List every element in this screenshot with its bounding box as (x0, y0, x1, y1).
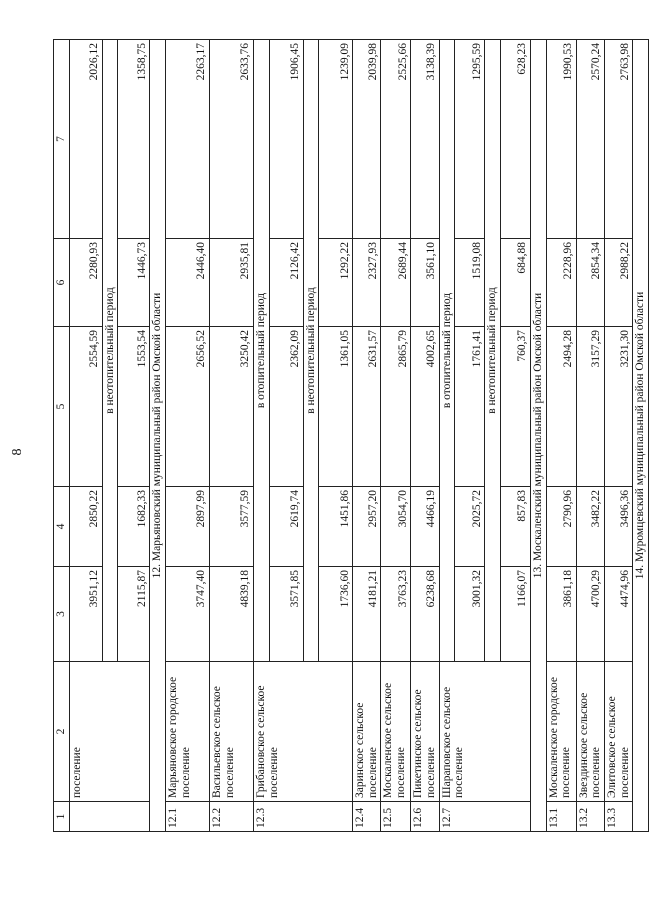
col-header-4: 4 (54, 487, 70, 567)
period-label: в отопительный период (253, 40, 269, 662)
page-number: 8 (10, 448, 25, 456)
table-row: 2115,87 1682,33 1553,54 1446,73 1358,75 (118, 40, 150, 832)
table-row: 13.2 Звездинское сельское поселение 4700,29 3482,22 3157,29 2854,34 2570,24 (576, 40, 604, 832)
table-row: 12.1 Марьяновское городское поселение 3747,40 2897,99 2656,52 2446,40 2263,17 (165, 40, 209, 832)
table-row: 12.6 Пикетинское сельское поселение 6238,68 4466,19 4002,65 3561,10 3138,39 (411, 40, 439, 832)
section-row (150, 40, 166, 832)
table-row: 13.1 Москаленское городское поселение 3861,18 2790,96 2494,28 2228,96 1990,53 (546, 40, 576, 832)
header-row (54, 40, 70, 832)
col-header-3: 3 (54, 567, 70, 662)
table-row: 12.5 Москаленское сельское поселение 3763,23 3054,70 2865,79 2689,44 2525,66 (381, 40, 411, 832)
col-header-6: 6 (54, 239, 70, 327)
col-header-5: 5 (54, 327, 70, 487)
document-page (53, 40, 647, 832)
period-label: в неотопительный период (303, 40, 319, 662)
col-header-1: 1 (54, 802, 70, 832)
tariff-table (53, 39, 649, 832)
table-row: 3571,85 2619,74 2362,09 2126,42 1906,45 (269, 40, 303, 832)
col-header-7: 7 (54, 40, 70, 239)
section-title: 13. Москаленский муниципальный район Омской области (531, 40, 547, 832)
period-label: в неотопительный период (102, 40, 118, 662)
table-row: поселение 3951,12 2850,22 2554,59 2280,93 2026,12 (69, 40, 102, 832)
table-row: 13.3 Элитовское сельское поселение 4474,96 3496,36 3231,30 2988,22 2763,98 (604, 40, 632, 832)
section-row (633, 40, 649, 832)
period-label: в отопительный период (439, 40, 455, 662)
table-row: 3001,32 2025,72 1761,41 1519,08 1295,59 (455, 40, 485, 832)
table-row: 12.4 Заринское сельское поселение 4181,21 2957,20 2631,57 2327,93 2039,98 (353, 40, 381, 832)
table-row: 1166,07 857,83 760,37 684,88 628,23 (501, 40, 531, 832)
section-row (531, 40, 547, 832)
section-title: 12. Марьяновский муниципальный район Омской области (150, 40, 166, 832)
period-label: в неотопительный период (485, 40, 501, 662)
table-row: 1736,60 1451,86 1361,05 1292,22 1239,09 (319, 40, 353, 832)
rotated-table-frame (53, 40, 647, 832)
col-header-2: 2 (54, 662, 70, 802)
period-row: 12.3 Грибановское сельское поселение в отопительный период (253, 40, 269, 832)
section-title: 14. Муромцевский муниципальный район Омской области (633, 40, 649, 832)
period-row: 12.7 Шараповское сельское поселение в отопительный период (439, 40, 455, 832)
row-name: поселение (69, 662, 150, 802)
table-row: 12.2 Васильевское сельское поселение 4839,18 3577,59 3250,42 2935,81 2633,76 (209, 40, 253, 832)
